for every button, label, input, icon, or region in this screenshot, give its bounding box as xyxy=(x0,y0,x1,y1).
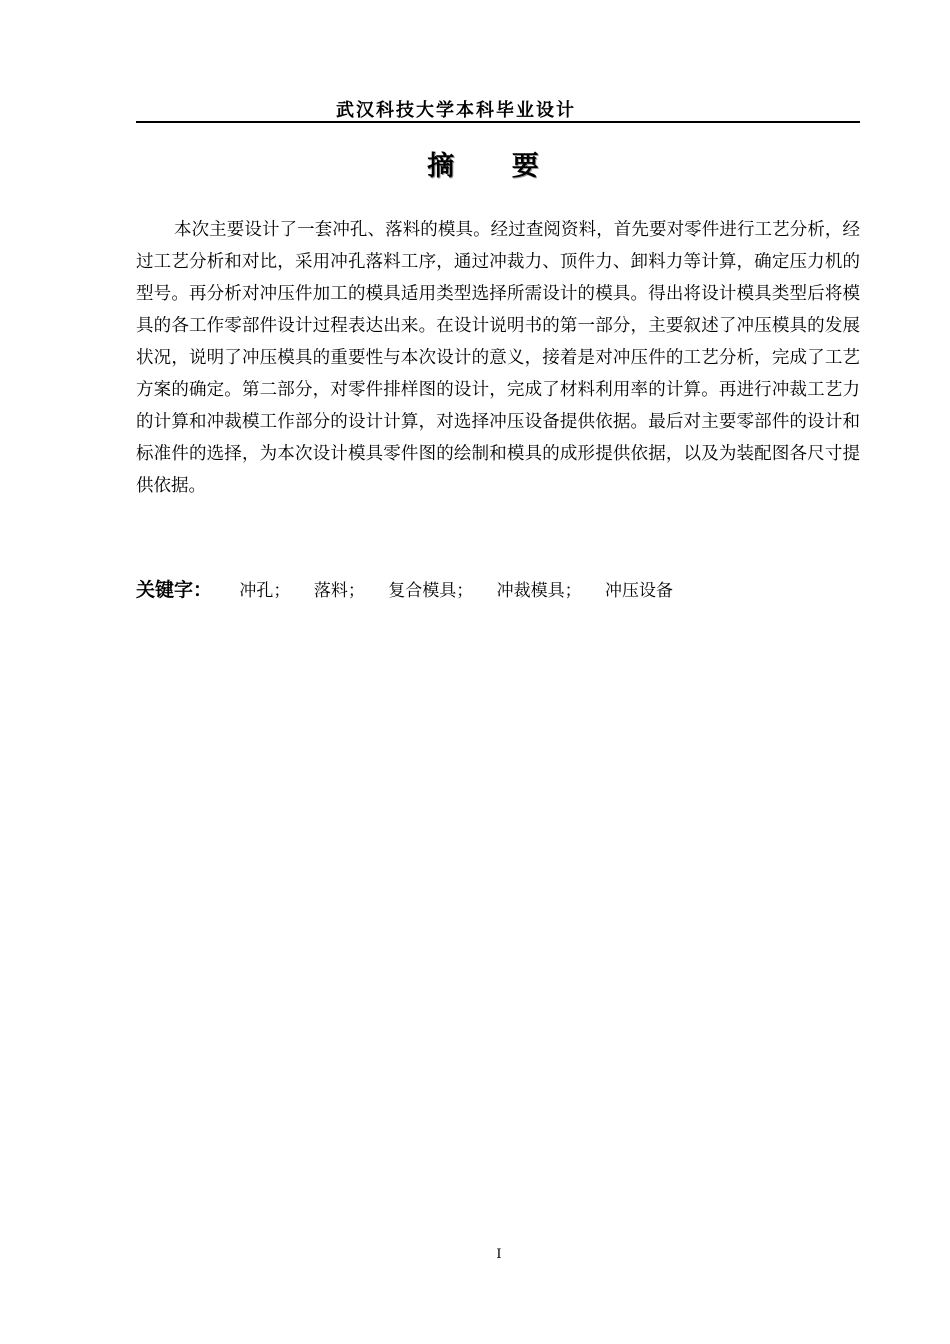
keyword-item: 冲裁模具； xyxy=(496,581,582,601)
abstract-body: 本次主要设计了一套冲孔、落料的模具。经过查阅资料，首先要对零件进行工艺分析，经过工艺分析和对比，采用冲孔落料工序，通过冲裁力、顶件力、卸料力等计算，确定压力机的型号。再分析对冲压件加工的模具适用类型选择所需设计的模具。得出将设计模具类型后将模具的各工作零部件设计过程表达出来。在设计说明书的第一部分，主要叙述了冲压模具的发展状况，说明了冲压模具的重要性与本次设计的意义，接着是对冲压件的工艺分析，完成了工艺方案的确定。第二部分，对零件排样图的设计，完成了材料利用率的计算。再进行冲裁工艺力的计算和冲裁模工作部分的设计计算，对选择冲压设备提供依据。最后对主要零部件的设计和标准件的选择，为本次设计模具零件图的绘制和模具的成形提供依据，以及为装配图各尺寸提供依据。 xyxy=(136,220,860,496)
header-divider xyxy=(136,121,860,123)
keywords-label: 关键字： xyxy=(136,579,213,601)
keyword-item: 冲孔； xyxy=(239,581,291,601)
keywords-line xyxy=(136,575,860,602)
abstract-title: 摘 要 xyxy=(427,151,563,182)
page-number: I xyxy=(496,1247,502,1262)
keyword-item: 复合模具； xyxy=(388,581,474,601)
header-title: 武汉科技大学本科毕业设计 xyxy=(336,100,576,121)
keyword-item: 冲压设备 xyxy=(605,581,674,601)
keyword-item: 落料； xyxy=(313,581,365,601)
